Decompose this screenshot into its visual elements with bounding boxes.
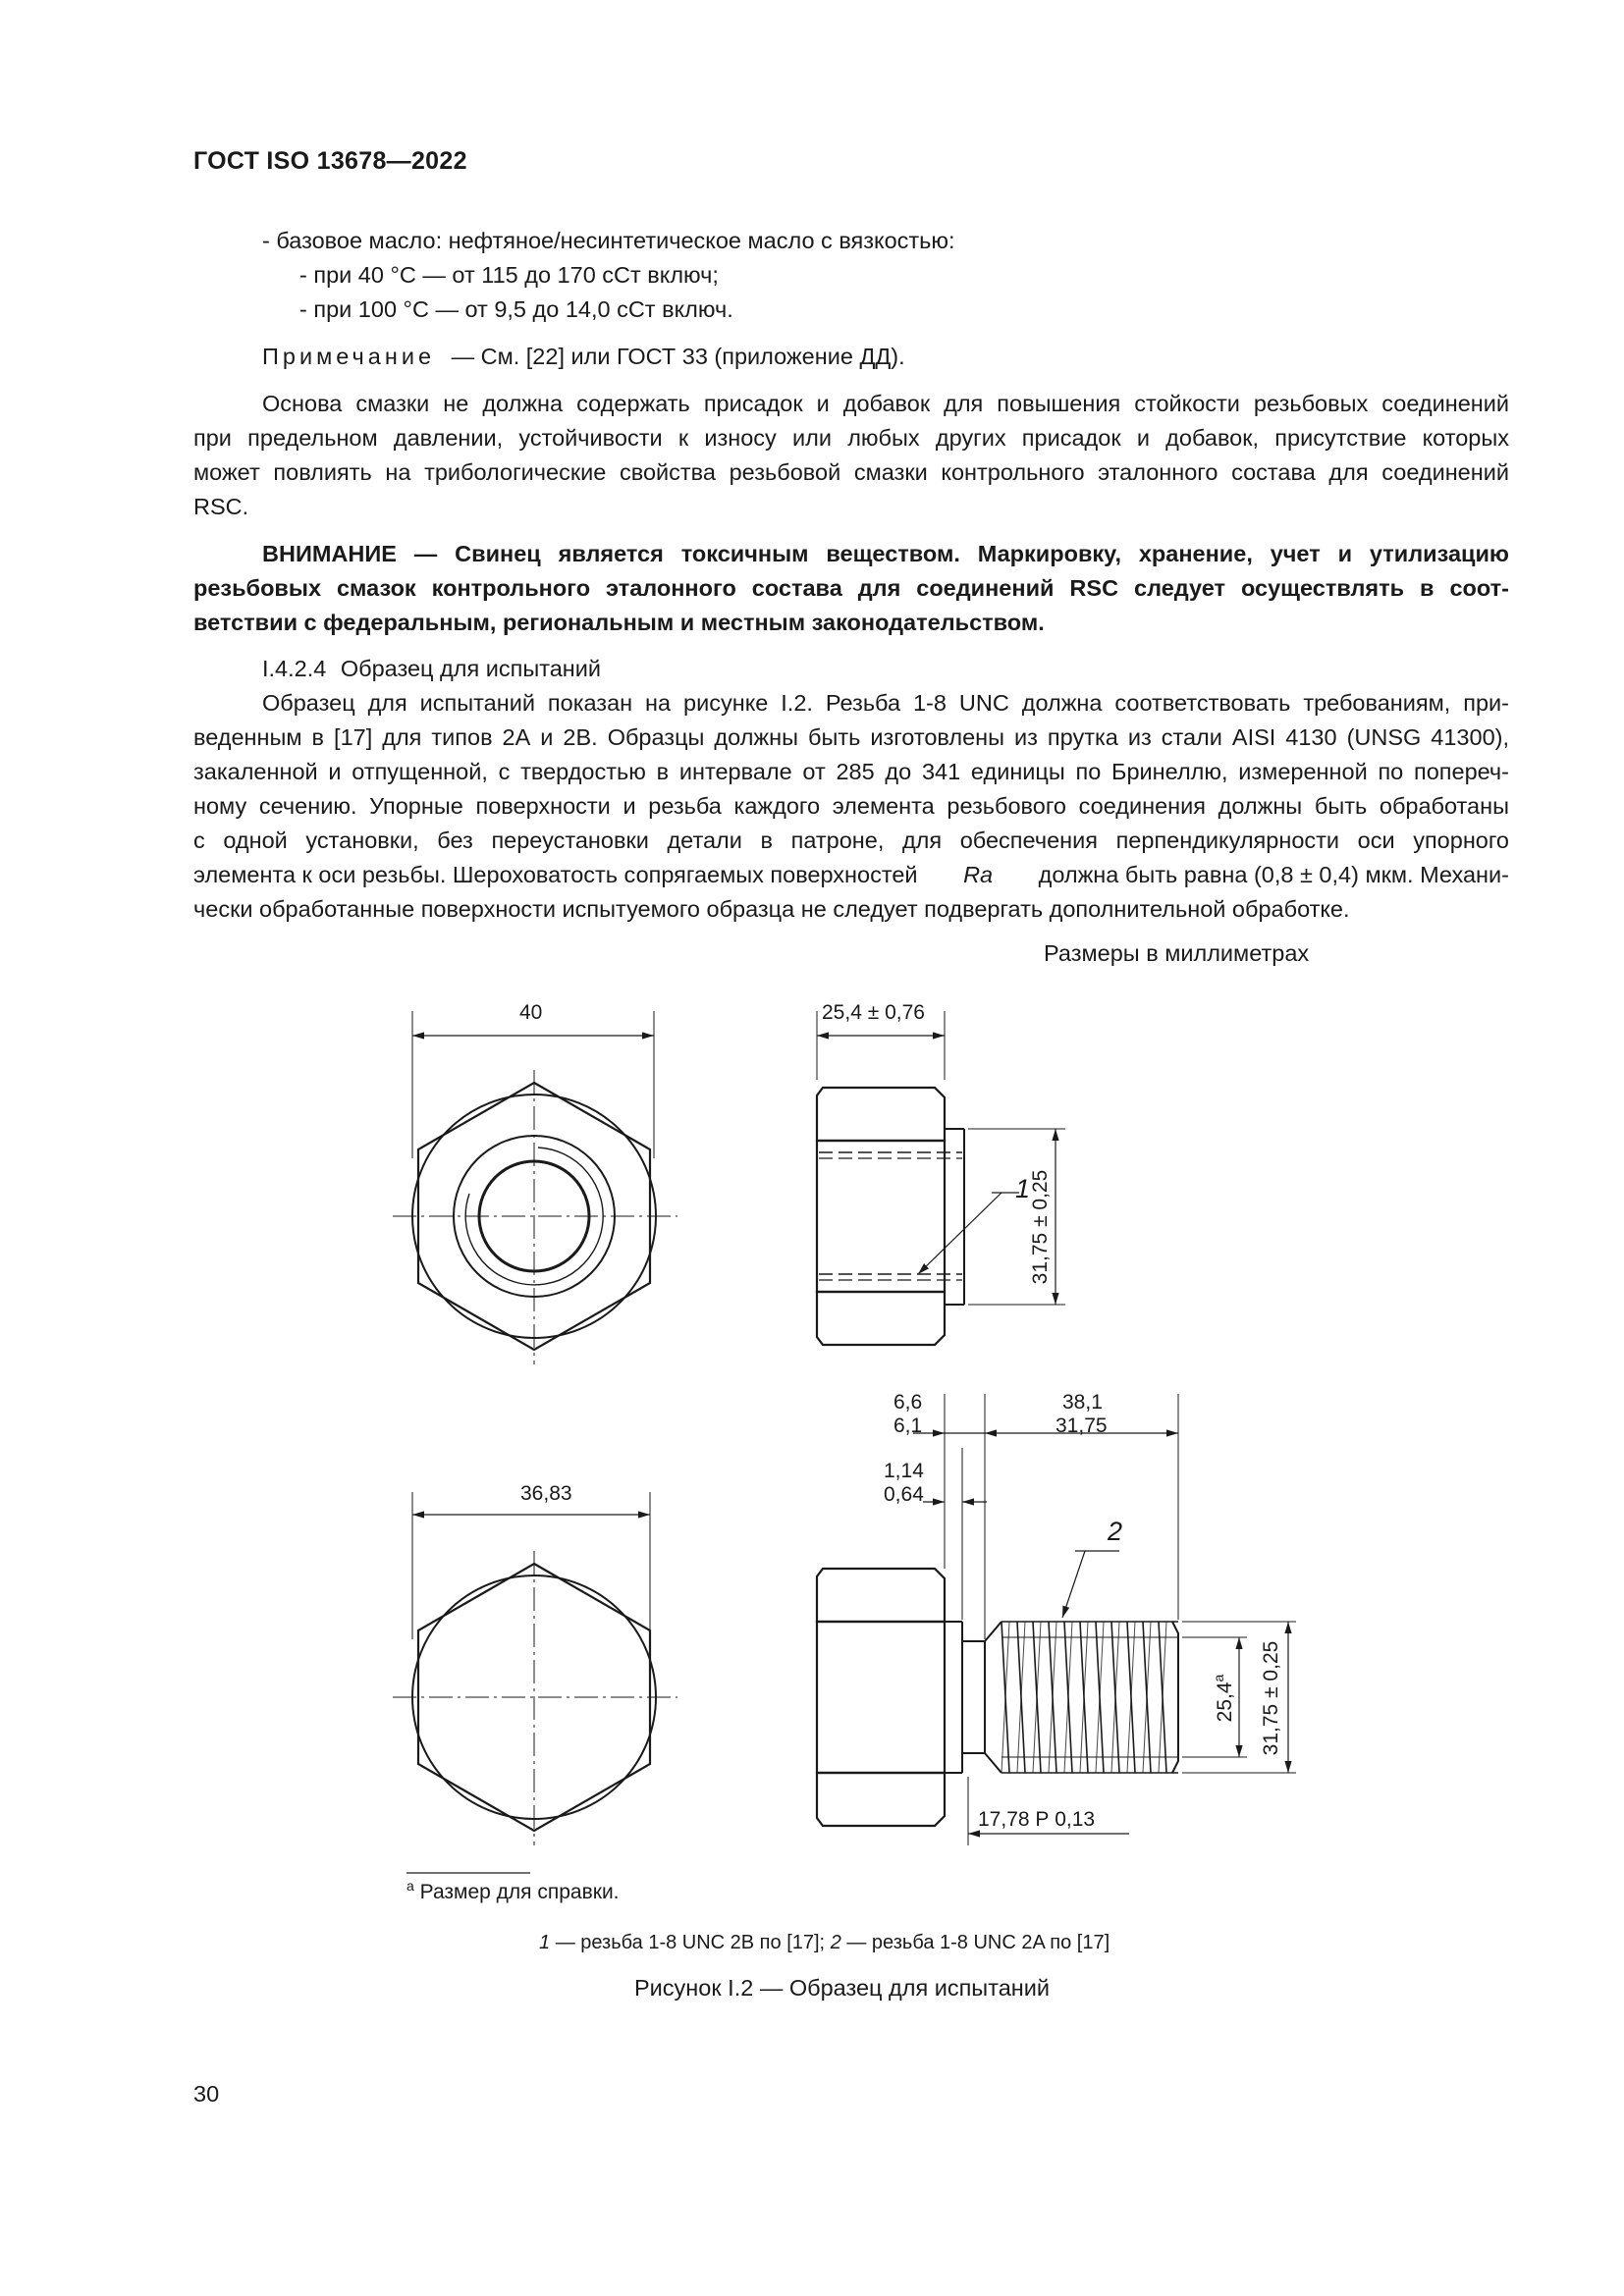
para2-line5: с одной установки, без переустановки детали в патроне, для обеспечения перпендикулярности оси упорного xyxy=(193,828,1509,853)
para2-line3: закаленной и отпущенной, с твердостью в интервале от 285 до 341 единицы по Бринеллю, измеренной по попереч- xyxy=(193,759,1509,784)
dim-thread-minor-wrap xyxy=(1211,1674,1240,1723)
note-label: Примечание xyxy=(262,344,436,369)
para1-line4: RSC. xyxy=(193,494,249,519)
para2-line1: Образец для испытаний показан на рисунке I.2. Резьба 1-8 UNC должна соответствовать требованиям, при- xyxy=(262,690,1509,716)
footnote-mark: a xyxy=(406,1878,414,1894)
legend-num-1: 1 xyxy=(539,1932,551,1953)
legend-text-1: — резьба 1-8 UNC 2B по [17]; xyxy=(555,1932,826,1953)
section-title: Образец для испытаний xyxy=(340,656,602,681)
dim-thread-minor xyxy=(1211,1600,1237,1796)
figure-caption: Рисунок I.2 — Образец для испытаний xyxy=(634,1975,1050,2001)
legend-num-2: 2 xyxy=(830,1932,841,1953)
bolt-top-view xyxy=(393,1492,677,1845)
para1-line1: Основа смазки не должна содержать присадок и добавок для повышения стойкости резьбовых соединений xyxy=(262,391,1509,416)
figure-legend xyxy=(539,1932,1110,1954)
document-header: ГОСТ ISO 13678—2022 xyxy=(193,147,467,175)
dim-shank-min: 31,75 xyxy=(1056,1415,1108,1437)
dim-nut-thread-dia-wrap xyxy=(1029,1169,1058,1285)
footnote-text: Размер для справки. xyxy=(419,1881,620,1903)
callout-1: 1 xyxy=(1015,1174,1031,1203)
units-note: Размеры в миллиметрах xyxy=(1044,940,1310,966)
dim-bolt-thread-dia-wrap xyxy=(1260,1640,1289,1756)
dim-relief-max: 1,14 xyxy=(884,1460,924,1482)
list-item-base-oil: - базовое масло: нефтяное/несинтетическое масло с вязкостью: xyxy=(262,228,955,253)
para2-line2: веденным в [17] для типов 2А и 2В. Образцы должны быть изготовлены из прутка из стали AISI 4130 (UNSG 41300), xyxy=(193,724,1509,750)
warning-line3: ветствии с федеральным, региональным и местным законодательством. xyxy=(193,610,1045,635)
list-item-100c: - при 100 °С — от 9,5 до 14,0 сСт включ. xyxy=(299,296,733,322)
para2-line6-b: должна быть равна (0,8 ± 0,4) мкм. Механи- xyxy=(1038,862,1509,887)
dim-nut-thread-dia: 31,75 ± 0,25 xyxy=(1029,1169,1052,1285)
dim-bolt-hex-width: 36,83 xyxy=(520,1482,572,1505)
section-number: I.4.2.4 xyxy=(262,656,327,681)
para2-line6-a: элемента к оси резьбы. Шероховатость сопрягаемых поверхностей xyxy=(193,862,918,887)
dim-head-max: 6,6 xyxy=(893,1391,923,1414)
dim-relief-min: 0,64 xyxy=(884,1483,924,1506)
legend-text-2: — резьба 1-8 UNC 2A по [17] xyxy=(846,1932,1110,1953)
dim-head-min: 6,1 xyxy=(893,1415,923,1437)
callout-2: 2 xyxy=(1108,1517,1123,1546)
para1-line2: при предельном давлении, устойчивости к износу или любых других присадок и добавок, присутствие которых xyxy=(193,425,1509,451)
warning-line1: ВНИМАНИЕ — Свинец является токсичным веществом. Маркировку, хранение, учет и утилизацию xyxy=(262,541,1509,566)
dim-thread-minor-value: 25,4 xyxy=(1214,1682,1236,1723)
para1-line3: может повлиять на трибологические свойства резьбовой смазки контрольного эталонного состава для соединений xyxy=(193,459,1509,485)
dim-thread-length: 17,78 Р 0,13 xyxy=(978,1808,1096,1831)
dim-nut-length: 25,4 ± 0,76 xyxy=(822,1001,925,1024)
dim-shank-max: 38,1 xyxy=(1062,1391,1103,1414)
para2-ra: Ra xyxy=(963,862,994,887)
dim-thread-minor-sup: a xyxy=(1211,1674,1226,1682)
para2-line7: чески обработанные поверхности испытуемого образца не следует подвергать дополнительной обработке. xyxy=(193,896,1350,922)
footnote xyxy=(406,1878,620,1904)
warning-line2: резьбовых смазок контрольного эталонного состава для соединений RSC следует осуществлять в соот- xyxy=(193,575,1509,601)
dim-bolt-thread-dia: 31,75 ± 0,25 xyxy=(1260,1640,1282,1756)
para2-line4: ному сечению. Упорные поверхности и резьба каждого элемента резьбового соединения должны быть обработаны xyxy=(193,793,1509,819)
note-text: — См. [22] или ГОСТ 33 (приложение ДД). xyxy=(451,344,905,369)
nut-top-view xyxy=(393,1011,677,1364)
page-number: 30 xyxy=(193,2081,220,2107)
list-item-40c: - при 40 °С — от 115 до 170 сСт включ; xyxy=(299,262,719,288)
dim-nut-width: 40 xyxy=(519,1001,543,1024)
